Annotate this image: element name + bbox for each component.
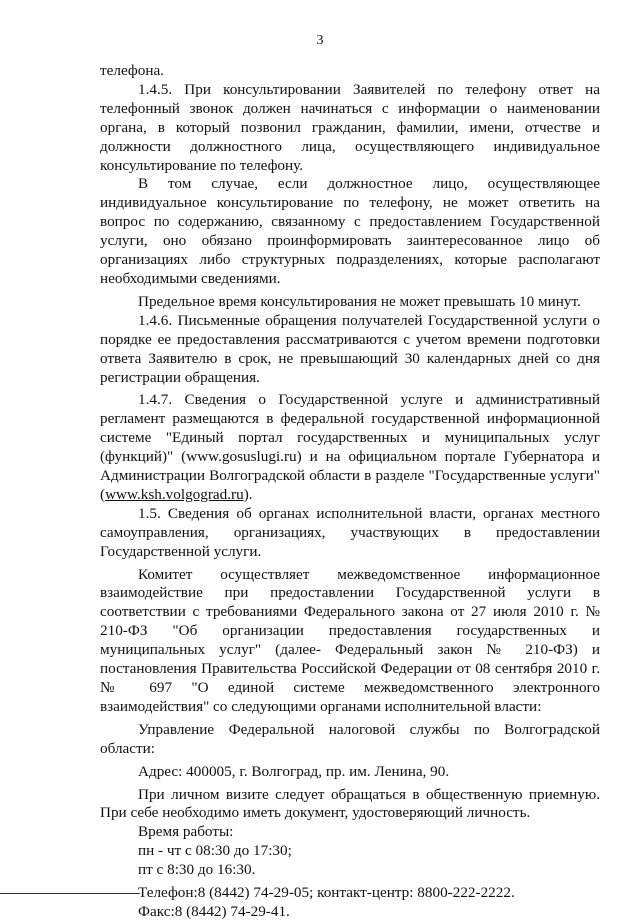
paragraph-tax-service: Управление Федеральной налоговой службы по Волгоградской области: [100,720,600,757]
paragraph-1-4-7-text: 1.4.7. Сведения о Государственной услуге и административный регламент размещаются в федеральной государственной информационной системе "Единый портал государственных и муниципальных услуг (функций)" (www.gosuslugi.ru) и на официальном портале Губернатора и Администрации Волгоградской области в разделе "Государственные услуги" ( [100,391,600,503]
paragraph-fax: Факс:8 (8442) 74-29-41. [138,902,290,920]
paragraph-working-hours-label: Время работы: [138,823,234,841]
page-number: 3 [316,33,324,48]
paragraph-consultation-redirect: В том случае, если должностное лицо, осуществляющее индивидуальное консультирование по телефону, не может ответить на вопрос по содержанию, связанному с предоставлением Государственной услуги, оно обязано проинформировать заинтересованное лицо об организациях либо структурных подразделениях, которые располагают необходимыми сведениями. [100,175,600,287]
volgograd-portal-link[interactable]: www.ksh.volgograd.ru [105,485,244,503]
paragraph-time-limit: Предельное время консультирования не может превышать 10 минут. [138,292,581,310]
paragraph-committee-interaction: Комитет осуществляет межведомственное информационное взаимодействие при предоставлении Государственной услуги в соответствии с требованиями Федерального закона от 27 июля 2010 г. № 210-ФЗ "Об организации предоставления государственных и муниципальных услуг" (далее- Федеральный закон № 210-ФЗ) и постановления Правительства Российской Федерации от 08 сентября 2010 г. № 697 "О единой системе межведомственного электронного взаимодействия" со следующими органами исполнительной власти: [100,565,600,715]
paragraph-hours-mon-thu: пн - чт с 08:30 до 17:30; [138,842,292,860]
footnote-divider [0,893,140,894]
paragraph-1-4-7-tail: ). [243,485,253,503]
paragraph-hours-fri: пт с 8:30 до 16:30. [138,861,256,879]
paragraph-personal-visit: При личном визите следует обращаться в общественную приемную. При себе необходимо иметь документ, удостоверяющий личность. [100,785,600,822]
paragraph-address: Адрес: 400005, г. Волгоград, пр. им. Ленина, 90. [138,762,450,780]
paragraph-1-5: 1.5. Сведения об органах исполнительной власти, органах местного самоуправления, организациях, участвующих в предоставлении Государственной услуги. [100,504,600,560]
paragraph-1-4-7 [100,391,600,504]
document-body [100,62,600,922]
paragraph-1-4-5: 1.4.5. При консультировании Заявителей по телефону ответ на телефонный звонок должен начинаться с информации о наименовании органа, в который позвонил гражданин, фамилии, имени, отчестве и должности должностного лица, осуществляющего индивидуальное консультирование по телефону. [100,80,600,174]
paragraph-continuation: телефона. [100,62,164,79]
paragraph-phone: Телефон:8 (8442) 74-29-05; контакт-центр: 8800-222-2222. [138,884,515,902]
paragraph-1-4-6: 1.4.6. Письменные обращения получателей Государственной услуги о порядке ее предоставления рассматриваются с учетом времени подготовки ответа Заявителю в срок, не превышающий 30 календарных дней со дня регистрации обращения. [100,311,600,386]
